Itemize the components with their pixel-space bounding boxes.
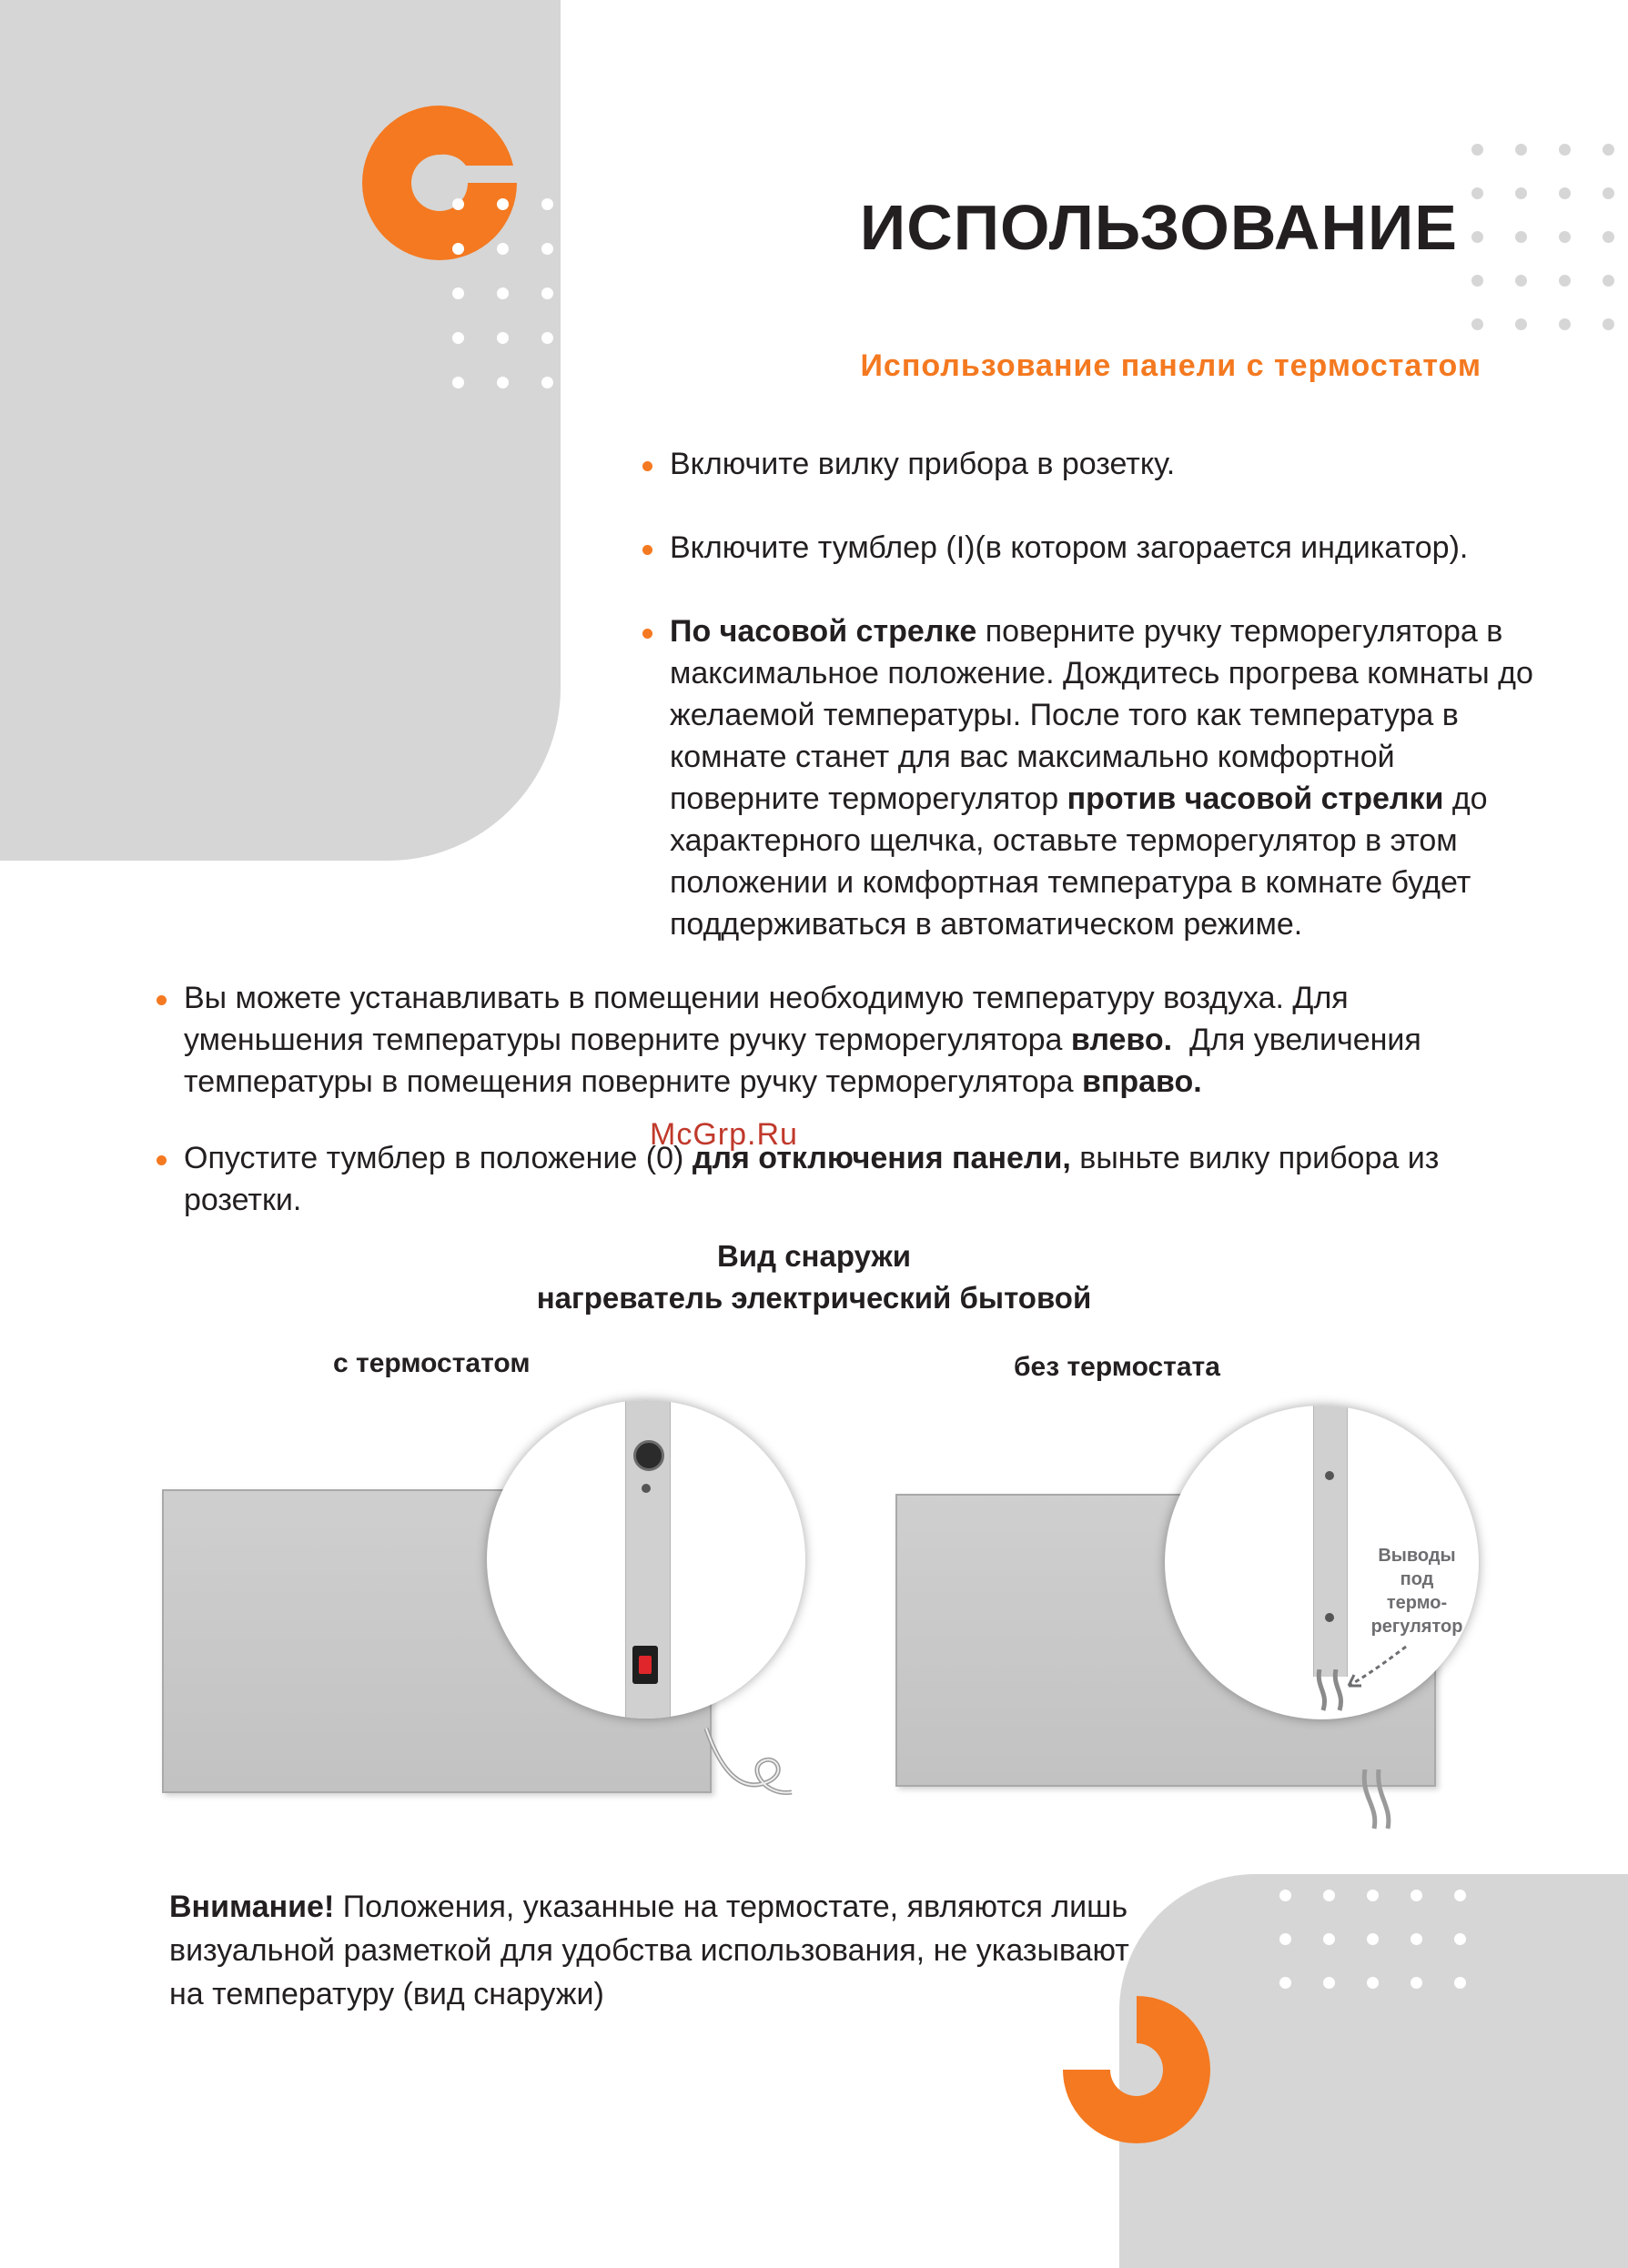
watermark: McGrp.Ru	[650, 1117, 798, 1152]
list-item: Опустите тумблер в положение (0) для отключения панели, выньте вилку прибора из розетки.	[153, 1137, 1440, 1221]
instruction-list-bottom	[153, 977, 1481, 1255]
terminals-strip	[1313, 1406, 1348, 1677]
thermostat-knob-icon	[633, 1440, 664, 1471]
dot-grid-bottom	[1279, 1890, 1498, 2021]
instruction-list-top	[639, 443, 1540, 987]
figure-caption-line2: нагреватель электрический бытовой	[536, 1281, 1092, 1315]
power-cord-icon	[701, 1710, 810, 1810]
screw-icon	[642, 1484, 651, 1493]
list-item: Вы можете устанавливать в помещении необходимую температуру воздуха. Для уменьшения температуры поверните ручку терморегулятора влево. Для увеличения температуры в помещения поверните ручку терморегулятора вправо.	[153, 977, 1481, 1103]
list-item: Включите тумблер (I)(в котором загорается индикатор).	[639, 527, 1540, 569]
dot-grid-right	[1471, 144, 1628, 362]
figure-caption-line1: Вид снаружи	[716, 1239, 912, 1273]
thermostat-zoom-circle	[487, 1400, 805, 1719]
list-item: По часовой стрелке поверните ручку терморегулятора в максимальное положение. Дождитесь прогрева комнаты до желаемой температуры. После того как температура в комнате станет для вас максимально комфортной поверните терморегулятор против часовой стрелки до характерного щелчка, оставьте терморегулятор в этом положении и комфортная температура в комнате будет поддерживаться в автоматическом режиме.	[639, 610, 1540, 945]
screw-icon	[1325, 1471, 1334, 1480]
screw-icon	[1325, 1613, 1334, 1622]
label-with-thermostat: с термостатом	[333, 1348, 531, 1378]
terminals-zoom-circle	[1165, 1406, 1479, 1719]
list-item: Включите вилку прибора в розетку.	[639, 443, 1540, 485]
arrow-icon	[1338, 1642, 1411, 1697]
section-subtitle: Использование панели с термостатом	[860, 348, 1481, 383]
terminals-note: Выводы под термо- регулятор	[1370, 1546, 1463, 1637]
warning-note: Внимание! Положения, указанные на термостате, являются лишь визуальной разметкой для удобства использования, не указывают на температуру (вид снаружи)	[169, 1890, 1129, 2011]
power-switch-icon	[632, 1646, 658, 1684]
terminal-wires-icon	[1356, 1769, 1411, 1833]
label-without-thermostat: без термостата	[1014, 1352, 1220, 1382]
dot-grid-left	[452, 198, 586, 421]
page-title: ИСПОЛЬЗОВАНИЕ	[859, 192, 1458, 263]
